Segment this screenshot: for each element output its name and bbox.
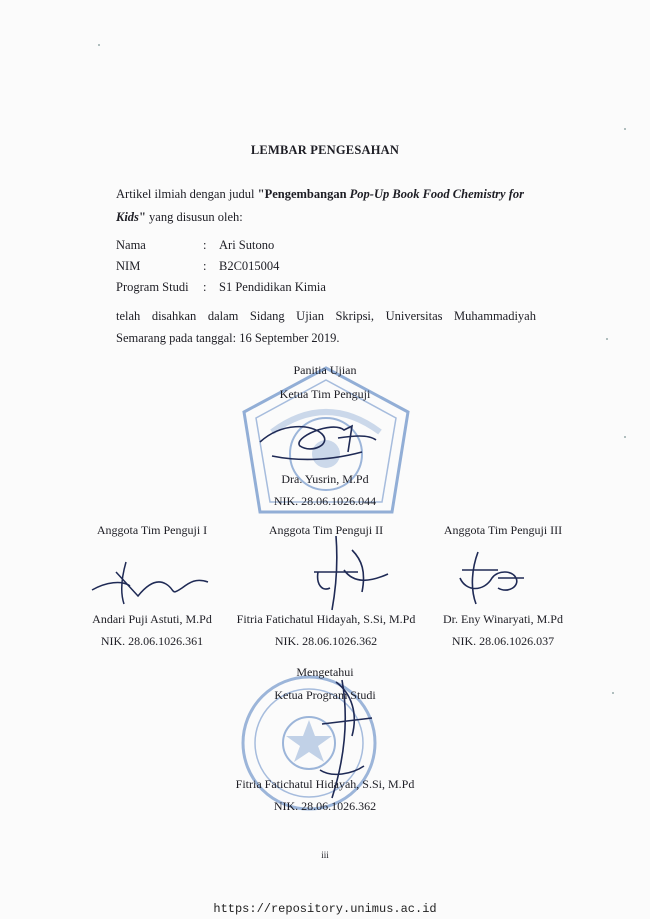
chair-role: Ketua Tim Penguji — [279, 387, 371, 401]
scan-speck — [612, 692, 614, 694]
repository-url[interactable]: https://repository.unimus.ac.id — [213, 902, 437, 916]
scan-speck — [606, 338, 608, 340]
ratification-line-2: Semarang pada tanggal: 16 September 2019. — [116, 331, 340, 345]
document-title: LEMBAR PENGESAHAN — [250, 143, 400, 157]
scan-speck — [624, 436, 626, 438]
examiner-2-role: Anggota Tim Penguji II — [268, 523, 384, 537]
examiner-1-nik: NIK. 28.06.1026.361 — [100, 634, 204, 648]
chair-nik: NIK. 28.06.1026.044 — [273, 494, 377, 508]
intro-title-close: " — [138, 210, 146, 224]
identity-row: Program Studi : S1 Pendidikan Kimia — [116, 277, 326, 298]
examiner-3-signature-icon — [452, 548, 532, 606]
examiner-2-name: Fitria Fatichatul Hidayah, S.Si, M.Pd — [236, 612, 416, 626]
identity-value: B2C015004 — [219, 259, 280, 273]
examiner-2-nik: NIK. 28.06.1026.362 — [274, 634, 378, 648]
identity-table — [116, 235, 326, 298]
examiner-3-role: Anggota Tim Penguji III — [443, 523, 563, 537]
identity-label: NIM — [116, 259, 141, 273]
examiner-3-name: Dr. Eny Winaryati, M.Pd — [443, 612, 563, 626]
intro-suffix: yang disusun oleh: — [145, 210, 243, 224]
identity-row: Nama : Ari Sutono — [116, 235, 326, 256]
intro-paragraph — [116, 183, 538, 229]
identity-row: NIM : B2C015004 — [116, 256, 326, 277]
examiner-1-role: Anggota Tim Penguji I — [96, 523, 208, 537]
approval-heading: Mengetahui — [296, 665, 354, 679]
intro-title-open: "Pengembangan — [257, 187, 350, 201]
scan-speck — [624, 128, 626, 130]
intro-prefix: Artikel ilmiah dengan judul — [116, 187, 258, 201]
ratification-paragraph — [116, 305, 536, 349]
chair-name: Dra. Yusrin, M.Pd — [281, 472, 369, 486]
identity-value: Ari Sutono — [219, 238, 275, 252]
identity-value: S1 Pendidikan Kimia — [219, 280, 326, 294]
approval-name: Fitria Fatichatul Hidayah, S.Si, M.Pd — [235, 777, 415, 791]
examiner-3-nik: NIK. 28.06.1026.037 — [451, 634, 555, 648]
intro-title-italic: Pop-Up Book Food Chemistry for Kids — [116, 187, 524, 224]
committee-heading: Panitia Ujian — [293, 363, 357, 377]
examiner-2-signature-icon — [296, 532, 396, 614]
identity-label: Program Studi — [116, 280, 189, 294]
chair-signature-icon — [252, 412, 382, 472]
approval-role: Ketua Program Studi — [274, 688, 376, 702]
ratification-line-1: telah disahkan dalam Sidang Ujian Skripsi, Universitas Muhammadiyah — [116, 309, 536, 323]
page-number: iii — [321, 850, 329, 860]
identity-label: Nama — [116, 238, 146, 252]
examiner-1-signature-icon — [86, 556, 216, 608]
scan-speck — [98, 44, 100, 46]
examiner-1-name: Andari Puji Astuti, M.Pd — [92, 612, 212, 626]
approval-nik: NIK. 28.06.1026.362 — [273, 799, 377, 813]
